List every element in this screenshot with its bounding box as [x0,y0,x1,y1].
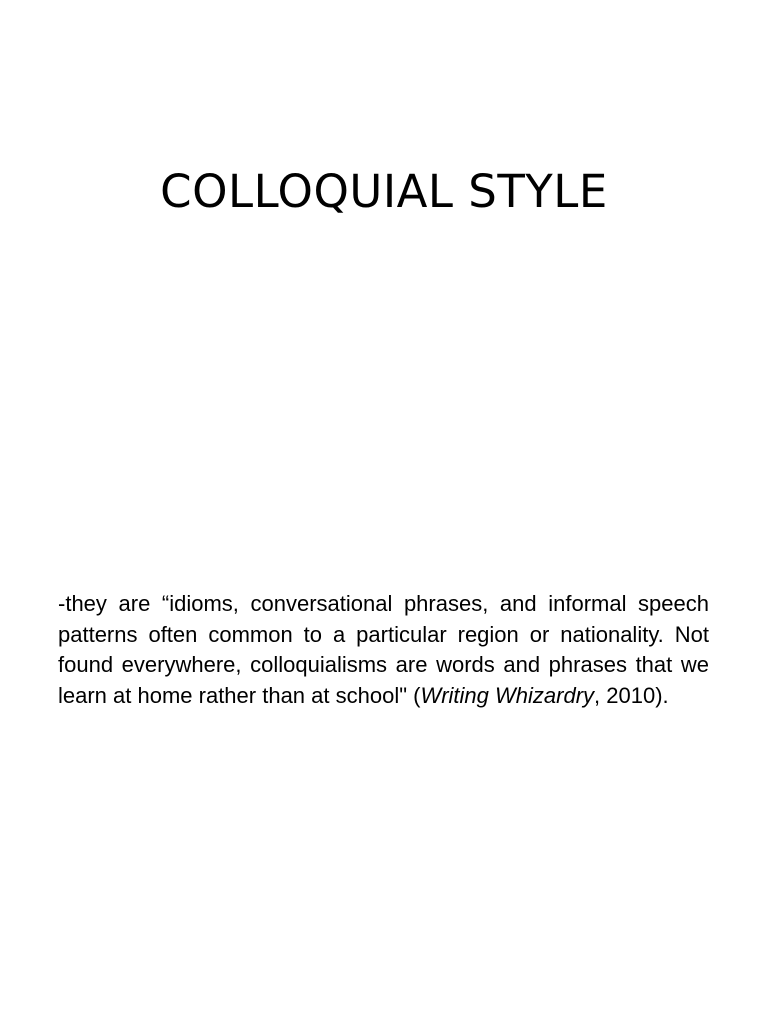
slide-body-text [58,589,709,711]
citation-source-title: Writing Whizardry [420,682,595,708]
body-text-main: -they are “idioms, conversational phrases, and informal speech patterns often common to a particular region or nationality. Not found everywhere, colloquialisms are words and phrases that we learn at home rather than at school" ( [58,591,709,708]
slide-title: COLLOQUIAL STYLE [160,165,608,218]
citation-year: , 2010). [594,682,669,708]
